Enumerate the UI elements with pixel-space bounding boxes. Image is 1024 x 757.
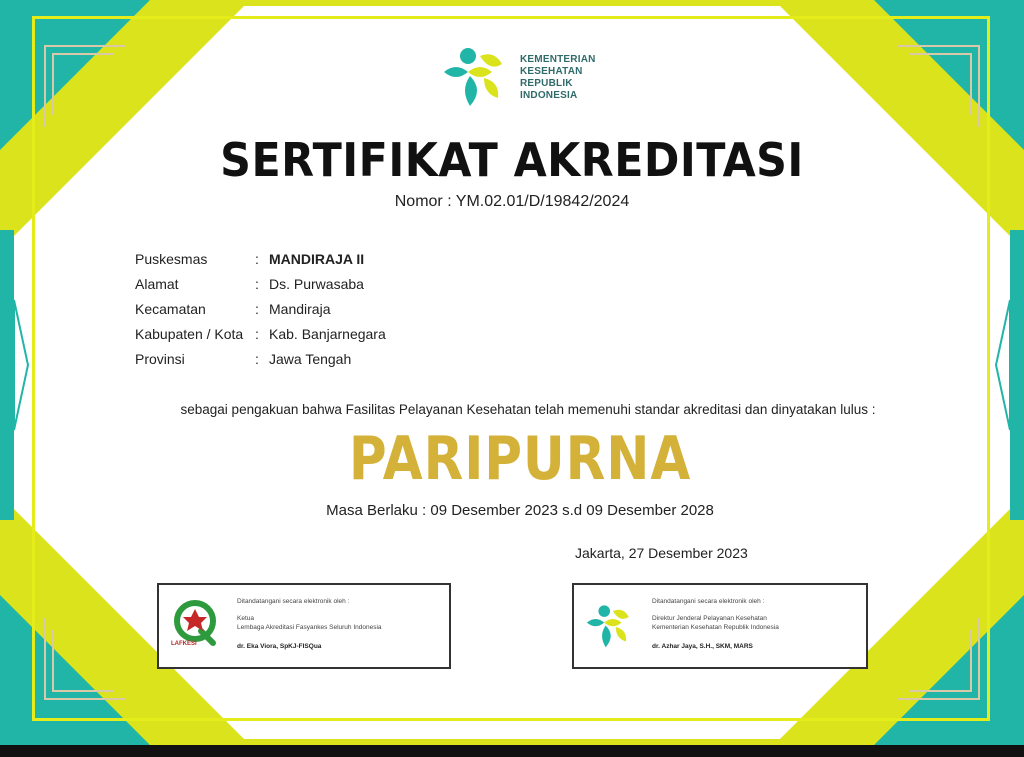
kemenkes-emblem-icon: [440, 42, 512, 114]
signature-box-lafkesi: [157, 583, 451, 669]
detail-row-kabupaten: [135, 326, 386, 351]
corner-ornament-top-left: [44, 45, 126, 127]
validity-period: Masa Berlaku : 09 Desember 2023 s.d 09 Desember 2028: [326, 502, 714, 519]
detail-row-alamat: [135, 276, 386, 301]
detail-separator: :: [255, 276, 259, 292]
ministry-line: REPUBLIK: [520, 78, 573, 89]
signer-name: dr. Eka Viora, SpKJ-FISQua: [237, 643, 322, 650]
detail-separator: :: [255, 301, 259, 317]
ministry-name: [520, 54, 596, 102]
detail-separator: :: [255, 251, 259, 267]
detail-row-puskesmas: [135, 251, 386, 276]
signature-text: [652, 597, 779, 651]
kemenkes-emblem-small-icon: [584, 597, 636, 657]
detail-separator: :: [255, 351, 259, 367]
ministry-logo: [440, 42, 620, 114]
signed-by-label: Ditandatangani secara elektronik oleh :: [237, 598, 350, 605]
ministry-line: KESEHATAN: [520, 66, 583, 77]
lafkesi-label: LAFKESI: [171, 641, 197, 647]
corner-ornament-top-right: [898, 45, 980, 127]
detail-value: Ds. Purwasaba: [269, 276, 364, 292]
signer-role-org: Kementerian Kesehatan Republik Indonesia: [652, 624, 779, 631]
detail-row-provinsi: [135, 351, 386, 376]
corner-ornament-bottom-left: [44, 618, 126, 700]
certificate-title: SERTIFIKAT AKREDITASI: [220, 133, 804, 187]
ministry-line: INDONESIA: [520, 90, 578, 101]
signer-name: dr. Azhar Jaya, S.H., SKM, MARS: [652, 643, 753, 650]
facility-details: [135, 251, 386, 376]
accreditation-statement: sebagai pengakuan bahwa Fasilitas Pelayanan Kesehatan telah memenuhi standar akreditasi dan dinyatakan lulus :: [180, 402, 876, 417]
accreditation-grade: PARIPURNA: [348, 424, 692, 494]
certificate-number: Nomor : YM.02.01/D/19842/2024: [394, 193, 630, 210]
bottom-bar: [0, 745, 1024, 757]
place-and-date: Jakarta, 27 Desember 2023: [575, 545, 748, 561]
lafkesi-logo-icon: [169, 597, 221, 657]
detail-value: MANDIRAJA II: [269, 251, 365, 267]
signer-role: Direktur Jenderal Pelayanan Kesehatan: [652, 615, 767, 622]
signer-role-org: Lembaga Akreditasi Fasyankes Seluruh Indonesia: [237, 624, 382, 631]
detail-row-kecamatan: [135, 301, 386, 326]
detail-separator: :: [255, 326, 259, 342]
detail-label: Kabupaten / Kota: [135, 326, 244, 342]
detail-label: Provinsi: [135, 351, 185, 367]
detail-value: Jawa Tengah: [269, 351, 352, 367]
signature-box-kemenkes: [572, 583, 868, 669]
detail-label: Alamat: [135, 276, 179, 292]
signer-role: Ketua: [237, 615, 254, 622]
signed-by-label: Ditandatangani secara elektronik oleh :: [652, 598, 765, 605]
corner-ornament-bottom-right: [898, 618, 980, 700]
detail-value: Mandiraja: [269, 301, 331, 317]
detail-label: Kecamatan: [135, 301, 206, 317]
ministry-line: KEMENTERIAN: [520, 54, 596, 65]
signature-text: [237, 597, 382, 651]
detail-value: Kab. Banjarnegara: [269, 326, 386, 342]
detail-label: Puskesmas: [135, 251, 208, 267]
